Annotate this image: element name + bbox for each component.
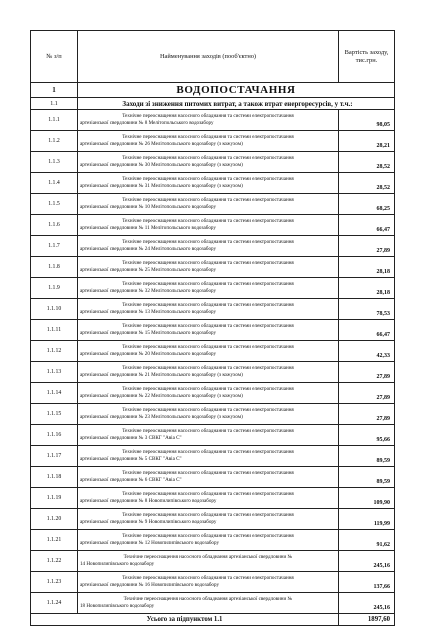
row-description: [78, 446, 339, 467]
row-cost: 28,18: [339, 257, 395, 278]
row-description: [78, 530, 339, 551]
row-description-line2: артезіанської свердловини № 10 Мелітопольського водозабору: [80, 204, 217, 210]
table-row: [31, 110, 395, 131]
row-description-line2: артезіанської свердловини № 31 Мелітопольського водозабору (з кожухом): [80, 183, 243, 189]
table-row: [31, 131, 395, 152]
row-description-line2: 18 Новопилипівського водозабору: [80, 603, 155, 609]
row-cost: 27,89: [339, 404, 395, 425]
row-description: [78, 257, 339, 278]
row-description-line2: артезіанської свердловини № 11 Мелітопольського водозабору: [80, 225, 216, 231]
table-row: [31, 299, 395, 320]
row-cost: 245,16: [339, 551, 395, 572]
row-number: 1.1.4: [31, 173, 78, 194]
row-number: 1.1.2: [31, 131, 78, 152]
row-description: [78, 509, 339, 530]
section-row: [31, 83, 395, 98]
row-description-line2: артезіанської свердловини № 8 Мелітопольського водозабору: [80, 120, 214, 126]
subsection-row: [31, 98, 395, 110]
table-row: [31, 383, 395, 404]
row-description-line1: Технічне переоснащення насосного обладнання та системи електропостачання: [122, 155, 294, 162]
row-description: [78, 404, 339, 425]
total-row: [31, 614, 395, 626]
row-description-line1: Технічне переоснащення насосного обладнання та системи електропостачання: [122, 365, 294, 372]
row-number: 1.1.17: [31, 446, 78, 467]
table-header-row: [31, 31, 395, 83]
row-number: 1.1.12: [31, 341, 78, 362]
row-description-line1: Технічне переоснащення насосного обладнання та системи електропостачання: [122, 281, 294, 288]
row-description-line1: Технічне переоснащення насосного обладнання та системи електропостачання: [122, 470, 294, 477]
row-description-line2: 14 Новопилипівського водозабору: [80, 561, 155, 567]
row-description-line1: Технічне переоснащення насосного обладнання та системи електропостачання: [122, 449, 294, 456]
row-cost: 95,66: [339, 425, 395, 446]
header-name: Найменування заходів (пооб'єктно): [78, 31, 339, 83]
row-description: [78, 215, 339, 236]
row-description-line2: артезіанської свердловини № 13 Мелітопольського водозабору: [80, 309, 217, 315]
row-number: 1.1.23: [31, 572, 78, 593]
table-row: [31, 593, 395, 614]
row-description-line1: Технічне переоснащення насосного обладнання та системи електропостачання: [122, 218, 294, 225]
row-description-line1: Технічне переоснащення насосного обладнання та системи електропостачання: [122, 176, 294, 183]
row-description: [78, 593, 339, 614]
row-description-line1: Технічне переоснащення насосного обладнання та системи електропостачання: [122, 134, 294, 141]
row-cost: 78,53: [339, 299, 395, 320]
row-description-line1: Технічне переоснащення насосного обладнання та системи електропостачання: [122, 260, 294, 267]
row-cost: 91,62: [339, 530, 395, 551]
row-cost: 68,25: [339, 194, 395, 215]
row-description: [78, 110, 339, 131]
table-row: [31, 341, 395, 362]
subsection-title: Заходи зі зниження питомих витрат, а також втрат енергоресурсів, у т.ч.:: [78, 98, 395, 110]
header-number: № з/п: [31, 31, 78, 83]
subsection-number: 1.1: [31, 98, 78, 110]
row-number: 1.1.6: [31, 215, 78, 236]
row-number: 1.1.19: [31, 488, 78, 509]
row-description-line1: Технічне переоснащення насосного обладнання та системи електропостачання: [122, 197, 294, 204]
row-cost: 66,47: [339, 320, 395, 341]
section-number: 1: [31, 83, 78, 98]
row-number: 1.1.24: [31, 593, 78, 614]
table-row: [31, 194, 395, 215]
table-row: [31, 446, 395, 467]
row-cost: 27,89: [339, 383, 395, 404]
section-title: ВОДОПОСТАЧАННЯ: [78, 83, 395, 98]
row-description-line2: артезіанської свердловини № 21 Мелітопольського водозабору (з кожухом): [80, 372, 243, 378]
row-description-line2: артезіанської свердловини № 25 Мелітопольського водозабору: [80, 267, 217, 273]
row-number: 1.1.10: [31, 299, 78, 320]
row-description-line1: Технічне переоснащення насосного обладнання артезіанської свердловини №: [123, 554, 293, 561]
row-number: 1.1.18: [31, 467, 78, 488]
row-description: [78, 299, 339, 320]
row-description-line2: артезіанської свердловини № 22 Мелітопольського водозабору (з кожухом): [80, 393, 243, 399]
table-row: [31, 551, 395, 572]
row-description-line1: Технічне переоснащення насосного обладнання та системи електропостачання: [122, 533, 294, 540]
table-row: [31, 572, 395, 593]
row-description-line2: артезіанської свердловини № 23 Мелітопольського водозабору (з кожухом): [80, 414, 243, 420]
row-description-line2: артезіанської свердловини № 12 Новопилипівського водозабору: [80, 540, 220, 546]
row-description-line1: Технічне переоснащення насосного обладнання артезіанської свердловини №: [123, 596, 293, 603]
table-row: [31, 173, 395, 194]
row-description-line1: Технічне переоснащення насосного обладнання та системи електропостачання: [122, 512, 294, 519]
row-number: 1.1.14: [31, 383, 78, 404]
row-description-line2: артезіанської свердловини № 5 СВКГ "Авіа С": [80, 456, 182, 462]
row-description: [78, 320, 339, 341]
table-row: [31, 236, 395, 257]
header-cost: Вартість заходу, тис.грн.: [339, 31, 395, 83]
row-description: [78, 488, 339, 509]
row-description-line2: артезіанської свердловини № 15 Мелітопольського водозабору: [80, 330, 217, 336]
row-description-line1: Технічне переоснащення насосного обладнання та системи електропостачання: [122, 407, 294, 414]
row-description-line1: Технічне переоснащення насосного обладнання та системи електропостачання: [122, 113, 294, 120]
row-description-line2: артезіанської свердловини № 16 Новопилипівського водозабору: [80, 582, 220, 588]
row-number: 1.1.3: [31, 152, 78, 173]
row-number: 1.1.22: [31, 551, 78, 572]
table-row: [31, 425, 395, 446]
row-cost: 119,99: [339, 509, 395, 530]
row-cost: 42,33: [339, 341, 395, 362]
row-description: [78, 467, 339, 488]
row-cost: 109,90: [339, 488, 395, 509]
table-row: [31, 530, 395, 551]
row-number: 1.1.8: [31, 257, 78, 278]
table-row: [31, 488, 395, 509]
row-description: [78, 572, 339, 593]
row-cost: 27,89: [339, 362, 395, 383]
row-cost: 28,52: [339, 173, 395, 194]
row-number: 1.1.1: [31, 110, 78, 131]
row-description-line2: артезіанської свердловини № 32 Мелітопольського водозабору: [80, 288, 217, 294]
row-number: 1.1.20: [31, 509, 78, 530]
row-description: [78, 362, 339, 383]
table-row: [31, 404, 395, 425]
row-description-line1: Технічне переоснащення насосного обладнання та системи електропостачання: [122, 344, 294, 351]
table-row: [31, 152, 395, 173]
row-number: 1.1.13: [31, 362, 78, 383]
row-description-line1: Технічне переоснащення насосного обладнання та системи електропостачання: [122, 575, 294, 582]
row-description-line2: артезіанської свердловини № 3 СВКГ "Авіа С": [80, 435, 182, 441]
row-description-line2: артезіанської свердловини № 24 Мелітопольського водозабору: [80, 246, 217, 252]
row-cost: 245,16: [339, 593, 395, 614]
row-description-line2: артезіанської свердловини № 6 СВКГ "Авіа С": [80, 477, 182, 483]
row-description: [78, 236, 339, 257]
row-description-line2: артезіанської свердловини № 9 Новопилипівського водозабору: [80, 519, 217, 525]
table-row: [31, 257, 395, 278]
row-cost: 28,18: [339, 278, 395, 299]
row-cost: 89,59: [339, 467, 395, 488]
row-description-line2: артезіанської свердловини № 8 Новопилипівського водозабору: [80, 498, 217, 504]
row-description: [78, 194, 339, 215]
row-description-line1: Технічне переоснащення насосного обладнання та системи електропостачання: [122, 491, 294, 498]
row-cost: 137,66: [339, 572, 395, 593]
row-number: 1.1.9: [31, 278, 78, 299]
row-cost: 27,89: [339, 236, 395, 257]
row-description: [78, 173, 339, 194]
document-page: [30, 30, 394, 626]
row-description-line1: Технічне переоснащення насосного обладнання та системи електропостачання: [122, 302, 294, 309]
row-number: 1.1.15: [31, 404, 78, 425]
total-label: Усього за підпунктом 1.1: [31, 614, 339, 626]
row-cost: 89,59: [339, 446, 395, 467]
row-description: [78, 425, 339, 446]
row-number: 1.1.16: [31, 425, 78, 446]
row-cost: 66,47: [339, 215, 395, 236]
row-description-line2: артезіанської свердловини № 20 Мелітопольського водозабору: [80, 351, 217, 357]
row-description: [78, 152, 339, 173]
row-description: [78, 383, 339, 404]
row-description-line1: Технічне переоснащення насосного обладнання та системи електропостачання: [122, 239, 294, 246]
row-description: [78, 341, 339, 362]
row-description-line1: Технічне переоснащення насосного обладнання та системи електропостачання: [122, 386, 294, 393]
row-cost: 28,52: [339, 152, 395, 173]
row-description-line2: артезіанської свердловини № 26 Мелітопольського водозабору (з кожухом): [80, 141, 243, 147]
row-description-line1: Технічне переоснащення насосного обладнання та системи електропостачання: [122, 323, 294, 330]
table-row: [31, 362, 395, 383]
row-number: 1.1.5: [31, 194, 78, 215]
row-description-line1: Технічне переоснащення насосного обладнання та системи електропостачання: [122, 428, 294, 435]
row-cost: 98,05: [339, 110, 395, 131]
table-row: [31, 215, 395, 236]
total-value: 1897,60: [339, 614, 395, 626]
table-row: [31, 278, 395, 299]
row-description: [78, 278, 339, 299]
row-description-line2: артезіанської свердловини № 30 Мелітопольського водозабору (з кожухом): [80, 162, 243, 168]
table-row: [31, 320, 395, 341]
table-row: [31, 467, 395, 488]
row-number: 1.1.7: [31, 236, 78, 257]
measures-table: [30, 30, 395, 626]
row-cost: 28,21: [339, 131, 395, 152]
row-number: 1.1.11: [31, 320, 78, 341]
row-description: [78, 551, 339, 572]
table-row: [31, 509, 395, 530]
row-number: 1.1.21: [31, 530, 78, 551]
row-description: [78, 131, 339, 152]
